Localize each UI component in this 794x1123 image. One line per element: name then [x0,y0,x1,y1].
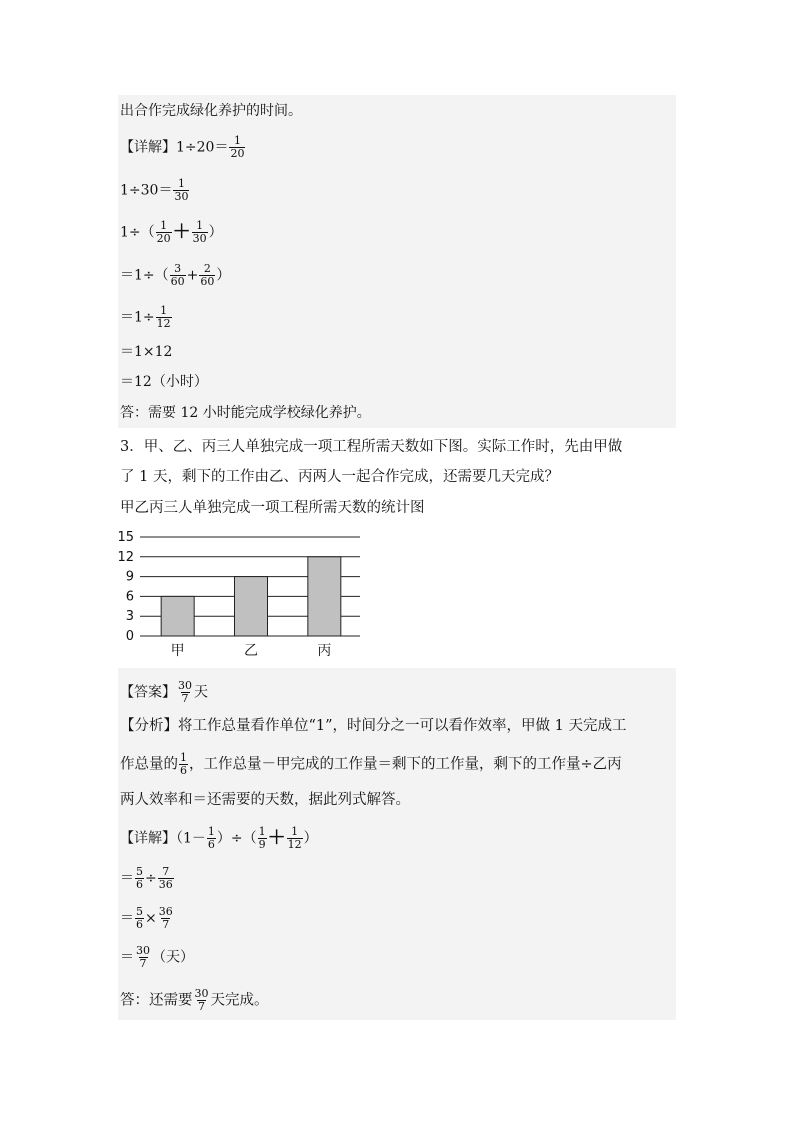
analysis-line: 作总量的 $\frac{1}{6}$ ，工作总量－甲完成的工作量＝剩下的工作量，剩下的工作量÷乙丙 [120,751,622,777]
answer-line: 答：还需要 $\frac{30}{7}$ 天完成。 [120,987,269,1013]
y-tick-label: 15 [117,530,134,545]
bar [235,577,268,636]
y-tick-label: 9 [125,569,134,585]
fraction: $\frac{1}{30}$ [192,219,207,245]
x-tick-label: 甲 [170,643,185,659]
answer-line: 答：需要 12 小时能完成学校绿化养护。 [120,405,371,421]
bar [161,596,194,636]
bar-chart [110,526,380,666]
fraction: $\frac{1}{12}$ [156,304,171,330]
fraction: $\frac{1}{6}$ [180,751,187,777]
fraction: $\frac{5}{6}$ [136,905,143,931]
fraction: $\frac{30}{7}$ [136,944,150,970]
analysis-line: 【分析】将工作总量看作单位“1”，时间分之一可以看作效率，甲做 1 天完成工 [120,718,627,734]
expr-line: 1÷（ $\frac{1}{20}$ ＋ $\frac{1}{30}$ ） [120,219,223,245]
fraction: $\frac{36}{7}$ [158,905,173,931]
fraction: $\frac{30}{7}$ [194,987,209,1013]
chart-title: 甲乙丙三人单独完成一项工程所需天数的统计图 [120,500,425,516]
fraction: $\frac{30}{7}$ [178,679,192,705]
detail-line: 【详解】（1－ $\frac{1}{6}$ ）÷（ $\frac{1}{9}$ ＋ $\frac{1}{12}$ ） [120,825,318,851]
expr-line: ＝1÷ $\frac{1}{12}$ [120,304,171,330]
answer-line: 【答案】 $\frac{30}{7}$ 天 [120,679,208,705]
fraction: $\frac{1}{12}$ [287,825,302,851]
detail-line [120,135,246,160]
y-tick-label: 0 [125,629,134,644]
x-tick-label: 丙 [317,643,332,659]
expr-line: ＝ $\frac{5}{6}$ ÷ $\frac{7}{36}$ [120,865,173,891]
question-line: 3．甲、乙、丙三人单独完成一项工程所需天数如下图。实际工作时，先由甲做 [120,439,623,455]
fraction: $\frac{3}{60}$ [170,262,185,288]
expr: 1÷20＝ [176,139,229,156]
fraction: $\frac{1}{9}$ [258,825,266,851]
text-line: 出合作完成绿化养护的时间。 [120,103,302,119]
x-tick-label: 乙 [244,643,258,659]
fraction: $\frac{2}{60}$ [200,262,215,288]
expr-line: ＝ $\frac{5}{6}$ × $\frac{36}{7}$ [120,905,173,931]
fraction: $\frac{1}{30}$ [174,177,189,203]
y-tick-label: 3 [125,609,134,625]
expr-line: ＝1×12 [120,344,173,360]
y-tick-label: 6 [125,589,134,605]
expr-line: 1÷30＝ $\frac{1}{30}$ [120,177,189,203]
fraction: $\frac{1}{6}$ [207,825,215,851]
analysis-line: 两人效率和＝还需要的天数，据此列式解答。 [120,792,410,808]
bar [308,557,341,636]
fraction: $\frac{1}{20}$ [156,219,171,245]
fraction: $\frac{7}{36}$ [158,865,173,891]
fraction: $\frac{5}{6}$ [136,865,143,891]
y-tick-label: 12 [117,549,134,565]
expr-line: ＝1÷（ $\frac{3}{60}$ + $\frac{2}{60}$ ） [120,262,231,288]
expr-line: ＝12（小时） [120,374,208,390]
detail-label: 【详解】 [120,139,176,156]
question-line: 了 1 天，剩下的工作由乙、丙两人一起合作完成，还需要几天完成？ [120,469,559,485]
expr-line: ＝ $\frac{30}{7}$ （天） [120,944,194,970]
fraction: $\frac{1}{20}$ [230,134,245,160]
